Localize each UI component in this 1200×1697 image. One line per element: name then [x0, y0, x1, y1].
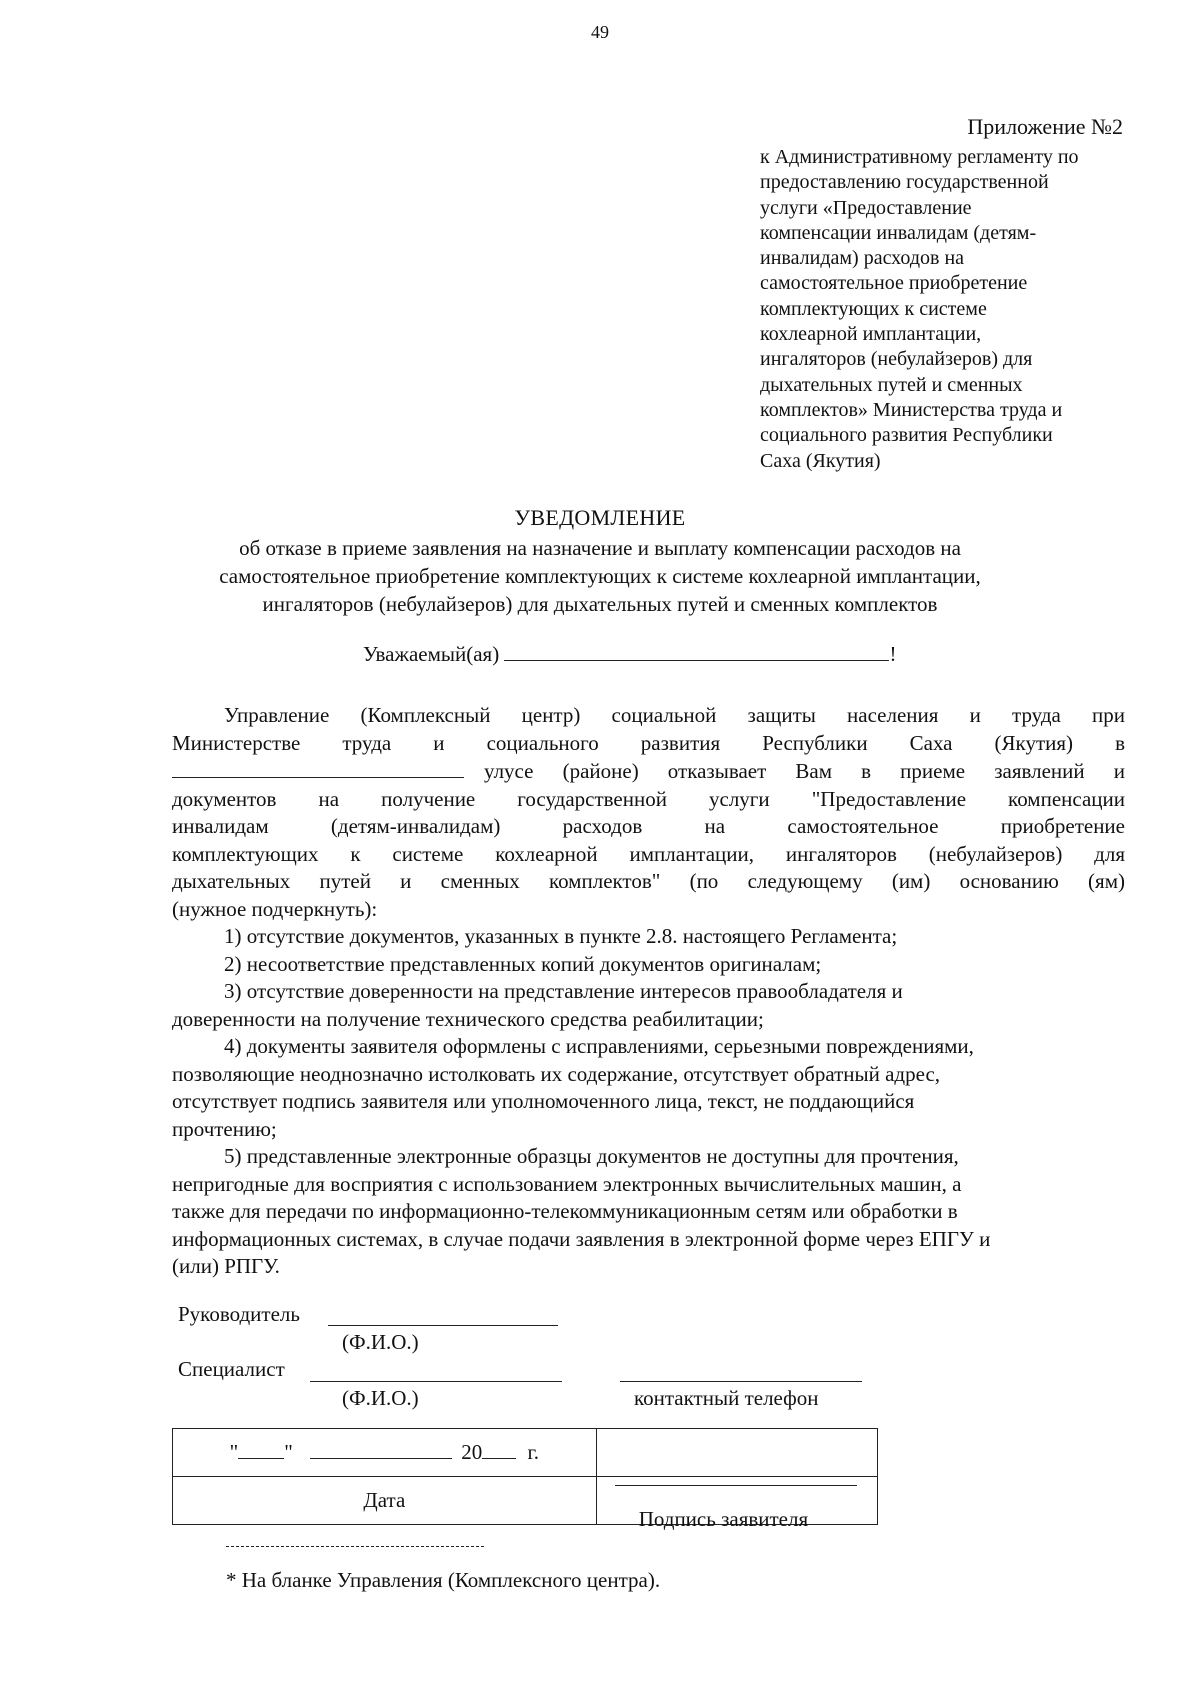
- appendix-title: Приложение №2: [967, 114, 1123, 139]
- reason-5-cont: также для передачи по информационно-телекоммуникационным сетям или обработки в: [172, 1199, 958, 1223]
- appendix-description: [760, 145, 1140, 474]
- subtitle-line: ингаляторов (небулайзеров) для дыхательных путей и сменных комплектов: [262, 592, 938, 616]
- body-line: комплектующих к системе кохлеарной имплантации, ингаляторов (небулайзеров) для: [172, 841, 1125, 866]
- specialist-fio-caption: (Ф.И.О.): [342, 1386, 419, 1410]
- year-blank[interactable]: [482, 1440, 516, 1459]
- head-label: Руководитель: [178, 1302, 300, 1326]
- appendix-line: комплектов» Министерства труда и: [760, 398, 1063, 421]
- reason-5-cont: информационных системах, в случае подачи заявления в электронной форме через ЕПГУ и: [172, 1226, 991, 1251]
- appendix-line: самостоятельное приобретение: [760, 272, 1028, 295]
- page-number: 49: [591, 22, 609, 42]
- month-blank[interactable]: [310, 1440, 452, 1459]
- body-line: улусе (районе) отказывает Вам в приеме заявлений и: [484, 759, 1125, 783]
- phone-blank[interactable]: [620, 1380, 862, 1382]
- notice-title: УВЕДОМЛЕНИЕ: [514, 505, 686, 530]
- body-line: Управление (Комплексный центр) социальной защиты населения и труда при: [224, 703, 1125, 727]
- appendix-line: кохлеарной имплантации,: [760, 323, 982, 346]
- head-name-blank[interactable]: [328, 1324, 558, 1326]
- footnote-separator: [226, 1546, 484, 1547]
- appendix-line: услуги «Предоставление: [760, 196, 972, 219]
- body-line: Министерстве труда и социального развития Республики Саха (Якутия) в: [172, 730, 1125, 755]
- reason-2: 2) несоответствие представленных копий документов оригиналам;: [224, 951, 822, 976]
- reason-4: 4) документы заявителя оформлены с исправлениями, серьезными повреждениями,: [224, 1034, 974, 1058]
- reason-4-cont: отсутствует подпись заявителя или уполномоченного лица, текст, не поддающийся: [172, 1089, 915, 1113]
- appendix-line: социального развития Республики: [760, 424, 1053, 447]
- reason-4-cont: прочтению;: [172, 1116, 277, 1141]
- body-line-with-blank: [172, 757, 1125, 786]
- subtitle-line: самостоятельное приобретение комплектующих к системе кохлеарной имплантации,: [219, 564, 981, 588]
- date-field: [173, 1440, 596, 1465]
- greeting-label: Уважаемый(ая): [363, 642, 500, 666]
- quote-open: ": [229, 1440, 239, 1464]
- subtitle-line: об отказе в приеме заявления на назначение и выплату компенсации расходов на: [239, 536, 961, 560]
- notice-subtitle: [0, 534, 1200, 618]
- year-prefix: 20: [461, 1440, 483, 1464]
- district-blank[interactable]: [172, 757, 464, 778]
- head-fio-caption: (Ф.И.О.): [342, 1330, 419, 1354]
- reason-5-cont: непригодные для восприятия с использованием электронных вычислительных машин, а: [172, 1171, 962, 1196]
- specialist-name-blank[interactable]: [310, 1380, 562, 1382]
- date-label: Дата: [363, 1488, 406, 1512]
- date-label-cell: [173, 1477, 597, 1525]
- year-suffix: г.: [527, 1440, 540, 1464]
- applicant-signature-label: Подпись заявителя: [638, 1507, 809, 1531]
- signature-table: [172, 1428, 878, 1531]
- reason-5-cont: (или) РПГУ.: [172, 1254, 280, 1278]
- quote-close: ": [284, 1440, 293, 1464]
- reason-4-cont: позволяющие неоднозначно истолковать их содержание, отсутствует обратный адрес,: [172, 1061, 941, 1086]
- body-line: дыхательных путей и сменных комплектов" (по следующему (им) основанию (ям): [172, 869, 1125, 893]
- footnote: * На бланке Управления (Комплексного центра).: [226, 1568, 661, 1592]
- appendix-line: дыхательных путей и сменных: [760, 373, 1023, 396]
- appendix-line: компенсации инвалидам (детям-: [760, 221, 1037, 244]
- specialist-label: Специалист: [178, 1357, 285, 1381]
- appendix-line: ингаляторов (небулайзеров) для: [760, 348, 1033, 371]
- reason-3-cont: доверенности на получение технического средства реабилитации;: [172, 1006, 764, 1031]
- day-blank[interactable]: [238, 1440, 284, 1459]
- appendix-line: инвалидам) расходов на: [760, 247, 965, 270]
- notice-body: [172, 702, 1125, 1281]
- date-field-cell[interactable]: [173, 1429, 597, 1477]
- appendix-line: Саха (Якутия): [760, 449, 881, 472]
- reason-1: 1) отсутствие документов, указанных в пункте 2.8. настоящего Регламента;: [224, 924, 898, 948]
- body-line: документов на получение государственной услуги "Предоставление компенсации: [172, 786, 1125, 811]
- greeting: [363, 642, 896, 667]
- appendix-line: к Административному регламенту по: [760, 146, 1079, 168]
- phone-caption: контактный телефон: [634, 1386, 819, 1410]
- appendix-line: предоставлению государственной: [760, 171, 1049, 194]
- body-line: инвалидам (детям-инвалидам) расходов на самостоятельное приобретение: [172, 814, 1125, 838]
- reason-5: 5) представленные электронные образцы документов не доступны для прочтения,: [224, 1144, 959, 1168]
- greeting-end: !: [889, 642, 897, 666]
- applicant-signature-cell-top[interactable]: [596, 1429, 877, 1477]
- body-line: (нужное подчеркнуть):: [172, 896, 378, 921]
- appendix-line: комплектующих к системе: [760, 297, 987, 320]
- signature-line: [615, 1485, 857, 1486]
- reason-3: 3) отсутствие доверенности на представление интересов правообладателя и: [224, 979, 903, 1003]
- applicant-signature-cell[interactable]: [596, 1477, 877, 1531]
- recipient-name-blank[interactable]: [504, 642, 889, 661]
